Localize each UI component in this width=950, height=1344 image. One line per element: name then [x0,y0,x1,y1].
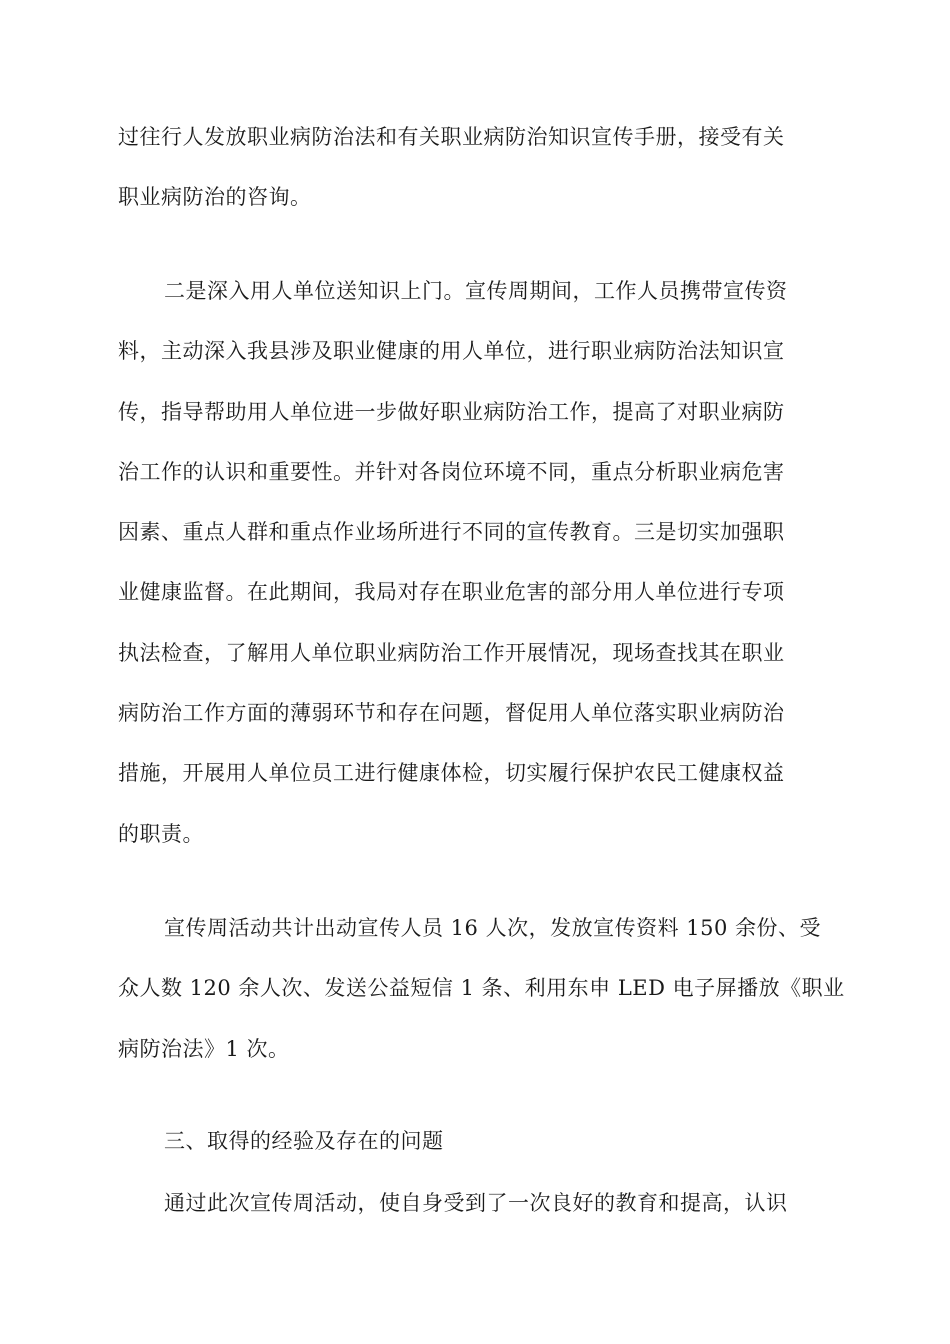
paragraph-activity-statistics [118,898,845,1079]
text-line: 传，指导帮助用人单位进一步做好职业病防治工作，提高了对职业病防 [118,399,785,424]
text-line: 措施，开展用人单位员工进行健康体检，切实履行保护农民工健康权益 [118,761,785,786]
paragraph-experience [118,1173,840,1233]
paragraph-site-visits [118,261,840,864]
section-heading-text: 三、取得的经验及存在的问题 [164,1129,444,1153]
text-line: 通过此次宣传周活动，使自身受到了一次良好的教育和提高，认识 [164,1191,788,1215]
text-line: 二是深入用人单位送知识上门。宣传周期间，工作人员携带宣传资 [164,279,788,303]
text-line: 治工作的认识和重要性。并针对各岗位环境不同，重点分析职业病危害 [118,459,785,484]
text-line: 职业病防治的咨询。 [118,185,312,210]
text-line: 病防治工作方面的薄弱环节和存在问题，督促用人单位落实职业病防治 [118,701,785,726]
text-line: 宣传周活动共计出动宣传人员 16 人次，发放宣传资料 150 余份、受 [164,916,822,940]
text-line: 的职责。 [118,821,204,846]
text-line: 业健康监督。在此期间，我局对存在职业危害的部分用人单位进行专项 [118,580,785,605]
paragraph-promotion-handouts [118,107,840,228]
section-heading [118,1111,840,1171]
text-line: 病防治法》1 次。 [118,1036,290,1061]
text-line: 料，主动深入我县涉及职业健康的用人单位，进行职业病防治法知识宣 [118,339,785,364]
text-line: 因素、重点人群和重点作业场所进行不同的宣传教育。三是切实加强职 [118,520,785,545]
text-line: 众人数 120 余人次、发送公益短信 1 条、利用东申 LED 电子屏播放《职业 [118,976,845,1001]
text-line: 过往行人发放职业病防治法和有关职业病防治知识宣传手册，接受有关 [118,125,785,149]
text-line: 执法检查，了解用人单位职业病防治工作开展情况，现场查找其在职业 [118,640,785,665]
